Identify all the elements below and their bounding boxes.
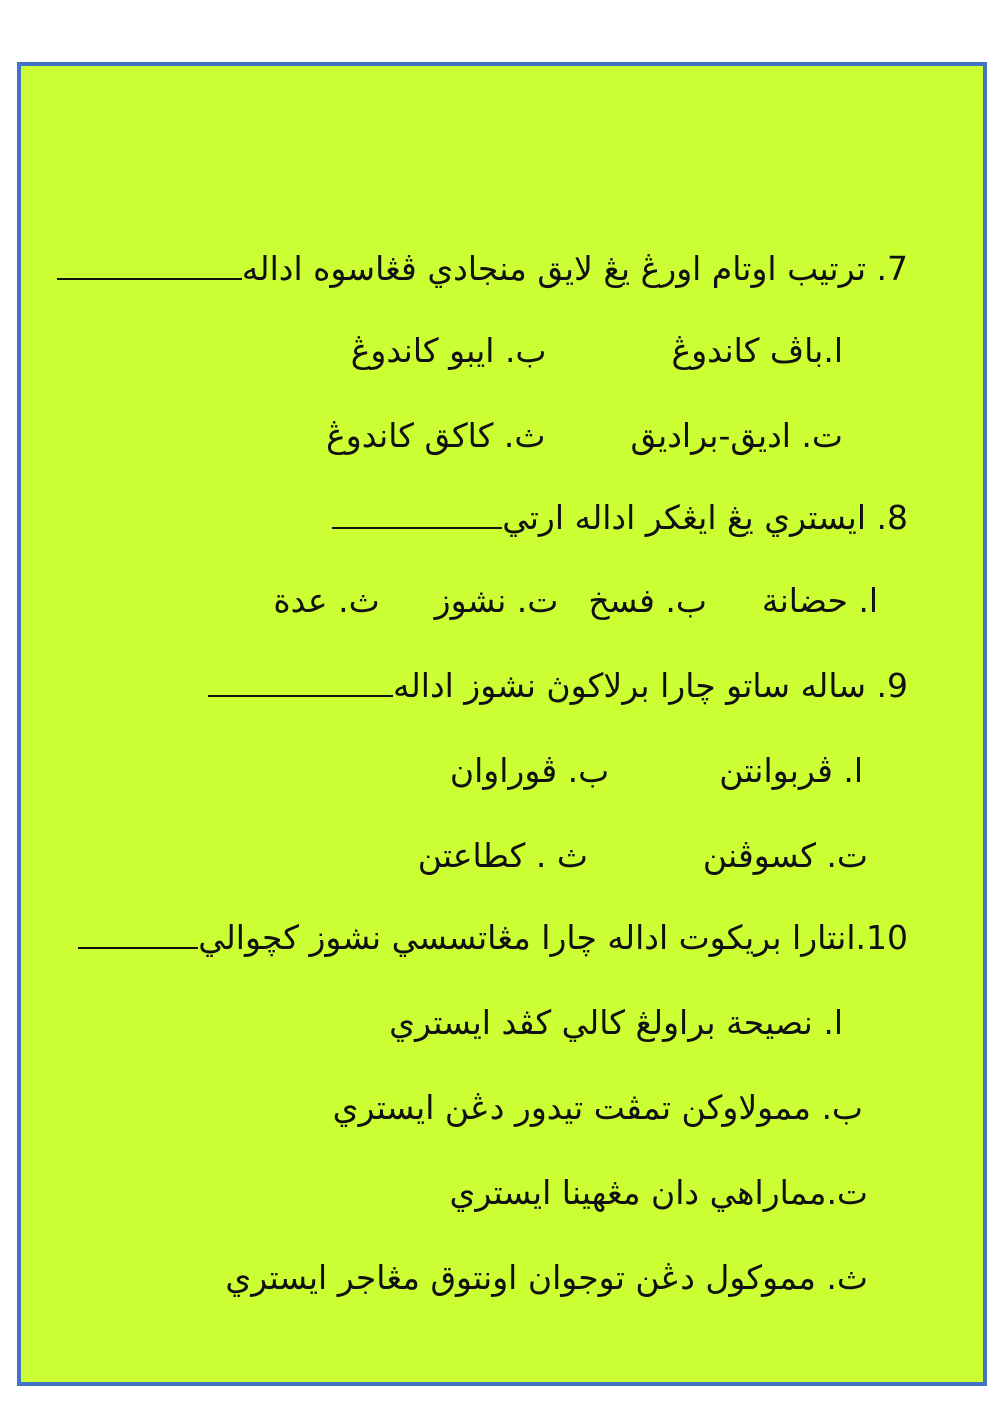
question-7-options-row-1 bbox=[351, 331, 843, 371]
option-b: ب. ڤوراوان bbox=[449, 751, 610, 790]
answer-blank-10 bbox=[78, 925, 198, 949]
option-c: ت. اديق-براديق bbox=[630, 416, 843, 455]
question-7-text: 7. ترتيب اوتام اورڠ يڠ لايق منجادي ڤڠاسوه اداله bbox=[241, 249, 908, 288]
option-c: ت. كسوڤنن bbox=[702, 836, 868, 875]
option-d: ث. كاكق كاندوڠ bbox=[326, 416, 546, 455]
worksheet-page bbox=[17, 62, 987, 1386]
question-10-option-d: ث. مموكول دڠن توجوان اونتوق مڠاجر ايستري bbox=[225, 1258, 868, 1297]
option-b: ب. ايبو كاندوڠ bbox=[350, 331, 547, 370]
question-9-text: 9. ساله ساتو چارا برلاكوڽ نشوز اداله bbox=[393, 666, 908, 705]
option-a: ا. ڤربوانتن bbox=[719, 751, 863, 790]
question-8-options bbox=[273, 581, 878, 621]
question-9-options-row-2 bbox=[418, 836, 868, 876]
answer-blank-7 bbox=[57, 256, 242, 280]
question-9 bbox=[208, 666, 908, 706]
question-10-option-b: ب. ممولاوكن تمڤت تيدور دڠن ايستري bbox=[332, 1088, 863, 1127]
option-a: ا. حضانة bbox=[761, 581, 878, 620]
option-c: ت. نشوز bbox=[434, 581, 559, 620]
option-d: ث. عدة bbox=[273, 581, 380, 620]
answer-blank-9 bbox=[208, 673, 393, 697]
question-10-option-a: ا. نصيحة براولڠ كالي كڤد ايستري bbox=[389, 1003, 843, 1042]
question-9-options-row-1 bbox=[450, 751, 863, 791]
answer-blank-8 bbox=[332, 505, 502, 529]
question-7 bbox=[57, 249, 908, 289]
question-7-options-row-2 bbox=[326, 416, 843, 456]
option-b: ب. فسخ bbox=[588, 581, 707, 620]
question-8-text: 8. ايستري يڠ ايڠكر اداله ارتي bbox=[502, 498, 908, 537]
option-a: ا.باڤ كاندوڠ bbox=[671, 331, 843, 370]
question-8 bbox=[332, 498, 908, 538]
question-10-option-c: ت.مماراهي دان مڠهينا ايستري bbox=[449, 1173, 868, 1212]
question-10-text: 10.انتارا بريكوت اداله چارا مڠاتسسي نشوز كچوالي bbox=[198, 918, 908, 957]
question-10 bbox=[78, 918, 908, 958]
option-d: ث . كطاعتن bbox=[417, 836, 588, 875]
